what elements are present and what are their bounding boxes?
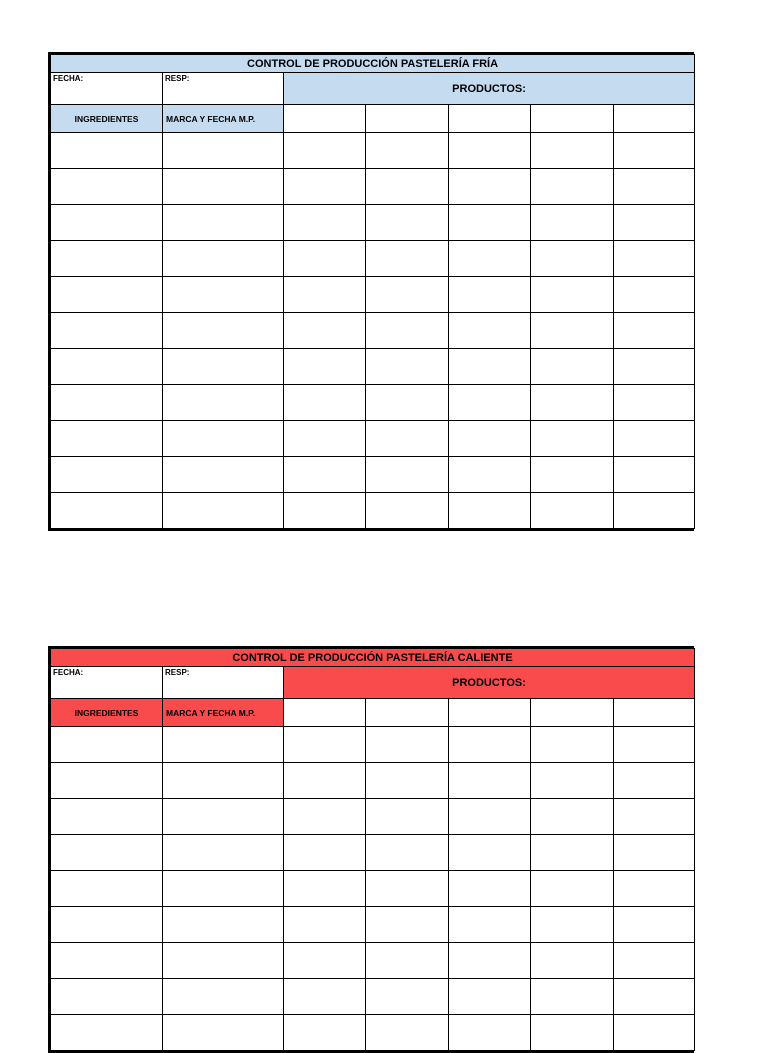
product-qty-cell[interactable] — [366, 421, 449, 457]
brand-date-cell[interactable] — [163, 457, 284, 493]
brand-date-cell[interactable] — [163, 799, 284, 835]
product-qty-cell[interactable] — [614, 763, 695, 799]
product-qty-cell[interactable] — [614, 727, 695, 763]
product-qty-cell[interactable] — [449, 1015, 531, 1051]
brand-date-cell[interactable] — [163, 979, 284, 1015]
brand-date-cell[interactable] — [163, 871, 284, 907]
product-qty-cell[interactable] — [284, 871, 366, 907]
product-qty-cell[interactable] — [366, 205, 449, 241]
marca-fecha-header: MARCA Y FECHA M.P. — [163, 105, 284, 133]
data-row — [51, 277, 695, 313]
product-qty-cell[interactable] — [531, 799, 614, 835]
product-qty-cell[interactable] — [449, 763, 531, 799]
product-qty-cell[interactable] — [449, 133, 531, 169]
product-name-cell[interactable] — [449, 699, 531, 727]
product-qty-cell[interactable] — [366, 1015, 449, 1051]
product-qty-cell[interactable] — [449, 385, 531, 421]
product-qty-cell[interactable] — [531, 979, 614, 1015]
product-qty-cell[interactable] — [366, 763, 449, 799]
ingredient-cell[interactable] — [51, 979, 163, 1015]
product-qty-cell[interactable] — [614, 979, 695, 1015]
product-qty-cell[interactable] — [531, 727, 614, 763]
product-qty-cell[interactable] — [531, 943, 614, 979]
ingredient-cell[interactable] — [51, 205, 163, 241]
product-qty-cell[interactable] — [284, 457, 366, 493]
product-qty-cell[interactable] — [366, 871, 449, 907]
product-qty-cell[interactable] — [366, 313, 449, 349]
ingredient-cell[interactable] — [51, 133, 163, 169]
product-name-cell[interactable] — [531, 105, 614, 133]
product-qty-cell[interactable] — [531, 169, 614, 205]
brand-date-cell[interactable] — [163, 133, 284, 169]
product-qty-cell[interactable] — [284, 943, 366, 979]
cold-pastry-production-form — [48, 52, 694, 531]
brand-date-cell[interactable] — [163, 835, 284, 871]
product-qty-cell[interactable] — [614, 385, 695, 421]
product-qty-cell[interactable] — [366, 169, 449, 205]
data-row — [51, 799, 695, 835]
product-qty-cell[interactable] — [284, 133, 366, 169]
ingredient-cell[interactable] — [51, 241, 163, 277]
product-qty-cell[interactable] — [614, 133, 695, 169]
product-qty-cell[interactable] — [614, 277, 695, 313]
product-qty-cell[interactable] — [449, 493, 531, 529]
product-qty-cell[interactable] — [366, 133, 449, 169]
fecha-field[interactable]: FECHA: — [51, 73, 163, 105]
product-qty-cell[interactable] — [366, 241, 449, 277]
product-qty-cell[interactable] — [449, 241, 531, 277]
product-qty-cell[interactable] — [284, 835, 366, 871]
data-row — [51, 385, 695, 421]
product-name-cell[interactable] — [531, 699, 614, 727]
product-qty-cell[interactable] — [449, 457, 531, 493]
form-title: CONTROL DE PRODUCCIÓN PASTELERÍA CALIENTE — [51, 649, 695, 667]
product-qty-cell[interactable] — [284, 979, 366, 1015]
production-table — [50, 648, 695, 1051]
marca-fecha-header: MARCA Y FECHA M.P. — [163, 699, 284, 727]
brand-date-cell[interactable] — [163, 907, 284, 943]
brand-date-cell[interactable] — [163, 313, 284, 349]
data-row — [51, 133, 695, 169]
product-qty-cell[interactable] — [449, 835, 531, 871]
data-row — [51, 943, 695, 979]
brand-date-cell[interactable] — [163, 943, 284, 979]
product-qty-cell[interactable] — [449, 979, 531, 1015]
product-qty-cell[interactable] — [284, 421, 366, 457]
product-qty-cell[interactable] — [366, 493, 449, 529]
ingredient-cell[interactable] — [51, 943, 163, 979]
brand-date-cell[interactable] — [163, 763, 284, 799]
ingredient-cell[interactable] — [51, 169, 163, 205]
brand-date-cell[interactable] — [163, 385, 284, 421]
brand-date-cell[interactable] — [163, 277, 284, 313]
productos-header: PRODUCTOS: — [284, 667, 695, 699]
product-name-cell[interactable] — [284, 105, 366, 133]
data-rows — [51, 727, 695, 1051]
product-qty-cell[interactable] — [284, 799, 366, 835]
product-qty-cell[interactable] — [614, 943, 695, 979]
product-qty-cell[interactable] — [614, 493, 695, 529]
product-qty-cell[interactable] — [284, 313, 366, 349]
ingredient-cell[interactable] — [51, 457, 163, 493]
brand-date-cell[interactable] — [163, 241, 284, 277]
product-qty-cell[interactable] — [366, 799, 449, 835]
data-row — [51, 907, 695, 943]
form-title: CONTROL DE PRODUCCIÓN PASTELERÍA FRÍA — [51, 55, 695, 73]
ingredient-cell[interactable] — [51, 763, 163, 799]
data-row — [51, 727, 695, 763]
product-qty-cell[interactable] — [531, 871, 614, 907]
data-row — [51, 205, 695, 241]
product-qty-cell[interactable] — [366, 457, 449, 493]
product-qty-cell[interactable] — [531, 313, 614, 349]
product-name-cell[interactable] — [614, 699, 695, 727]
brand-date-cell[interactable] — [163, 169, 284, 205]
product-qty-cell[interactable] — [449, 799, 531, 835]
product-qty-cell[interactable] — [449, 313, 531, 349]
brand-date-cell[interactable] — [163, 421, 284, 457]
product-qty-cell[interactable] — [614, 871, 695, 907]
data-row — [51, 349, 695, 385]
product-qty-cell[interactable] — [366, 277, 449, 313]
product-qty-cell[interactable] — [531, 205, 614, 241]
product-qty-cell[interactable] — [531, 1015, 614, 1051]
product-qty-cell[interactable] — [284, 763, 366, 799]
ingredient-cell[interactable] — [51, 871, 163, 907]
ingredient-cell[interactable] — [51, 799, 163, 835]
product-qty-cell[interactable] — [449, 349, 531, 385]
hot-pastry-production-form — [48, 646, 694, 1053]
ingredient-cell[interactable] — [51, 727, 163, 763]
product-qty-cell[interactable] — [614, 835, 695, 871]
product-qty-cell[interactable] — [614, 241, 695, 277]
product-qty-cell[interactable] — [284, 169, 366, 205]
data-row — [51, 241, 695, 277]
ingredientes-header: INGREDIENTES — [51, 105, 163, 133]
product-qty-cell[interactable] — [531, 763, 614, 799]
product-qty-cell[interactable] — [284, 907, 366, 943]
brand-date-cell[interactable] — [163, 727, 284, 763]
product-name-cell[interactable] — [614, 105, 695, 133]
product-qty-cell[interactable] — [284, 277, 366, 313]
resp-field[interactable]: RESP: — [163, 667, 284, 699]
product-qty-cell[interactable] — [614, 799, 695, 835]
product-qty-cell[interactable] — [614, 1015, 695, 1051]
productos-header: PRODUCTOS: — [284, 73, 695, 105]
data-row — [51, 763, 695, 799]
product-qty-cell[interactable] — [366, 727, 449, 763]
product-qty-cell[interactable] — [284, 349, 366, 385]
product-qty-cell[interactable] — [284, 727, 366, 763]
product-qty-cell[interactable] — [366, 979, 449, 1015]
product-qty-cell[interactable] — [449, 277, 531, 313]
product-qty-cell[interactable] — [614, 349, 695, 385]
data-row — [51, 457, 695, 493]
product-qty-cell[interactable] — [531, 493, 614, 529]
product-qty-cell[interactable] — [284, 241, 366, 277]
product-name-cell[interactable] — [366, 105, 449, 133]
product-qty-cell[interactable] — [531, 349, 614, 385]
product-qty-cell[interactable] — [366, 349, 449, 385]
product-qty-cell[interactable] — [531, 457, 614, 493]
product-qty-cell[interactable] — [449, 907, 531, 943]
product-qty-cell[interactable] — [614, 907, 695, 943]
product-name-cell[interactable] — [366, 699, 449, 727]
ingredient-cell[interactable] — [51, 385, 163, 421]
product-qty-cell[interactable] — [531, 907, 614, 943]
product-qty-cell[interactable] — [531, 835, 614, 871]
product-qty-cell[interactable] — [449, 169, 531, 205]
data-row — [51, 871, 695, 907]
data-row — [51, 835, 695, 871]
product-qty-cell[interactable] — [614, 457, 695, 493]
ingredient-cell[interactable] — [51, 313, 163, 349]
product-qty-cell[interactable] — [614, 421, 695, 457]
data-row — [51, 169, 695, 205]
product-qty-cell[interactable] — [284, 493, 366, 529]
brand-date-cell[interactable] — [163, 493, 284, 529]
product-qty-cell[interactable] — [531, 133, 614, 169]
product-qty-cell[interactable] — [449, 205, 531, 241]
data-row — [51, 313, 695, 349]
resp-field[interactable]: RESP: — [163, 73, 284, 105]
product-qty-cell[interactable] — [614, 169, 695, 205]
ingredient-cell[interactable] — [51, 349, 163, 385]
brand-date-cell[interactable] — [163, 205, 284, 241]
product-qty-cell[interactable] — [366, 943, 449, 979]
product-qty-cell[interactable] — [531, 421, 614, 457]
brand-date-cell[interactable] — [163, 349, 284, 385]
product-qty-cell[interactable] — [614, 205, 695, 241]
product-name-cell[interactable] — [449, 105, 531, 133]
data-row — [51, 493, 695, 529]
product-qty-cell[interactable] — [284, 385, 366, 421]
brand-date-cell[interactable] — [163, 1015, 284, 1051]
data-rows — [51, 133, 695, 529]
production-table — [50, 54, 695, 529]
product-qty-cell[interactable] — [284, 205, 366, 241]
data-row — [51, 979, 695, 1015]
product-name-cell[interactable] — [284, 699, 366, 727]
product-qty-cell[interactable] — [449, 727, 531, 763]
product-qty-cell[interactable] — [449, 421, 531, 457]
fecha-field[interactable]: FECHA: — [51, 667, 163, 699]
product-qty-cell[interactable] — [614, 313, 695, 349]
ingredient-cell[interactable] — [51, 493, 163, 529]
product-qty-cell[interactable] — [366, 385, 449, 421]
product-qty-cell[interactable] — [449, 871, 531, 907]
ingredient-cell[interactable] — [51, 835, 163, 871]
ingredient-cell[interactable] — [51, 277, 163, 313]
ingredient-cell[interactable] — [51, 421, 163, 457]
product-qty-cell[interactable] — [531, 277, 614, 313]
product-qty-cell[interactable] — [366, 835, 449, 871]
ingredientes-header: INGREDIENTES — [51, 699, 163, 727]
product-qty-cell[interactable] — [531, 241, 614, 277]
ingredient-cell[interactable] — [51, 1015, 163, 1051]
product-qty-cell[interactable] — [531, 385, 614, 421]
product-qty-cell[interactable] — [284, 1015, 366, 1051]
product-qty-cell[interactable] — [366, 907, 449, 943]
ingredient-cell[interactable] — [51, 907, 163, 943]
data-row — [51, 421, 695, 457]
data-row — [51, 1015, 695, 1051]
product-qty-cell[interactable] — [449, 943, 531, 979]
